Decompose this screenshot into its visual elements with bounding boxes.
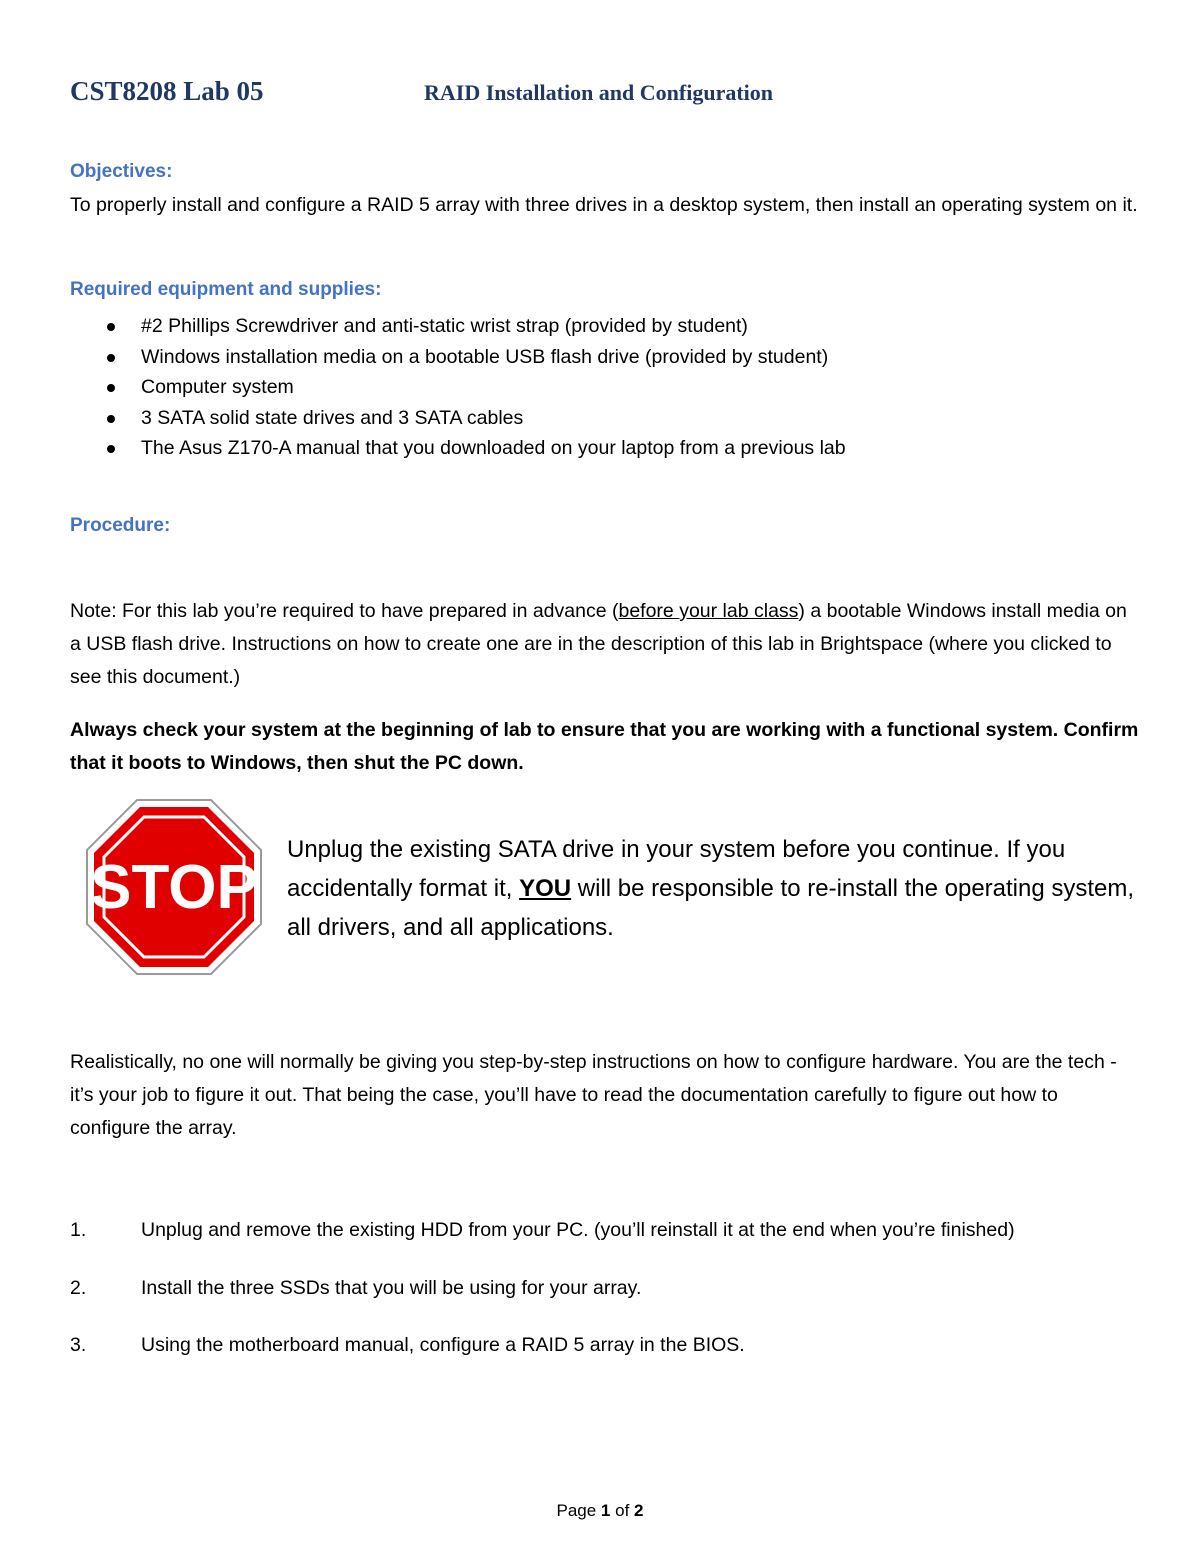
stop-sign-icon bbox=[84, 797, 264, 977]
total-pages: 2 bbox=[634, 1501, 644, 1520]
stop-note-emphasis: YOU bbox=[519, 875, 572, 902]
list-item: Windows installation media on a bootable USB flash drive (provided by student) bbox=[104, 342, 846, 373]
step-number: 2. bbox=[70, 1277, 87, 1299]
stop-sign-label: STOP bbox=[90, 853, 258, 922]
bullet-icon bbox=[107, 415, 115, 423]
note-underlined-text: before your lab class bbox=[618, 600, 799, 622]
stop-note: Unplug the existing SATA drive in your system before you continue. If you accidentally format it, YOU will be responsible to re-install the operating system, all drivers, and all applications. bbox=[287, 836, 1135, 941]
note-paragraph: Note: For this lab you’re required to have prepared in advance (before your lab class) a bootable Windows install media on a USB flash drive. Instructions on how to create one are in the description of this lab in Brightspace (where you clicked to see this document.) bbox=[70, 600, 1127, 688]
course-title: CST8208 Lab 05 bbox=[70, 76, 264, 106]
page-footer: Page 1 of 2 bbox=[556, 1501, 644, 1520]
bullet-icon bbox=[107, 354, 115, 362]
bullet-icon bbox=[107, 445, 115, 453]
realistic-paragraph: Realistically, no one will normally be giving you step-by-step instructions on how to configure hardware. You are the tech - it’s your job to figure it out. That being the case, you’ll have to read the documentation carefully to figure out how to configure the array. bbox=[70, 1051, 1117, 1139]
bullet-icon bbox=[107, 384, 115, 392]
step-text: Unplug and remove the existing HDD from your PC. (you’ll reinstall it at the end when you’re finished) bbox=[141, 1219, 1015, 1241]
list-item: The Asus Z170-A manual that you downloaded on your laptop from a previous lab bbox=[104, 433, 846, 464]
step-text: Using the motherboard manual, configure a RAID 5 array in the BIOS. bbox=[141, 1334, 745, 1356]
procedure-heading: Procedure: bbox=[70, 515, 171, 536]
equipment-heading: Required equipment and supplies: bbox=[70, 279, 382, 300]
equipment-list bbox=[104, 311, 846, 464]
current-page: 1 bbox=[600, 1501, 611, 1520]
list-item: Computer system bbox=[104, 372, 846, 403]
list-item: 3 SATA solid state drives and 3 SATA cables bbox=[104, 403, 846, 434]
step-text: Install the three SSDs that you will be using for your array. bbox=[141, 1277, 642, 1299]
step-number: 1. bbox=[70, 1219, 87, 1241]
objectives-heading: Objectives: bbox=[70, 161, 173, 182]
step-number: 3. bbox=[70, 1334, 87, 1356]
warning-paragraph: Always check your system at the beginning of lab to ensure that you are working with a functional system. Confirm that it boots to Windows, then shut the PC down. bbox=[70, 719, 1139, 774]
lab-title: RAID Installation and Configuration bbox=[424, 80, 774, 105]
list-item: #2 Phillips Screwdriver and anti-static wrist strap (provided by student) bbox=[104, 311, 846, 342]
objectives-text: To properly install and configure a RAID 5 array with three drives in a desktop system, then install an operating system on it. bbox=[70, 194, 1138, 216]
bullet-icon bbox=[107, 323, 115, 331]
